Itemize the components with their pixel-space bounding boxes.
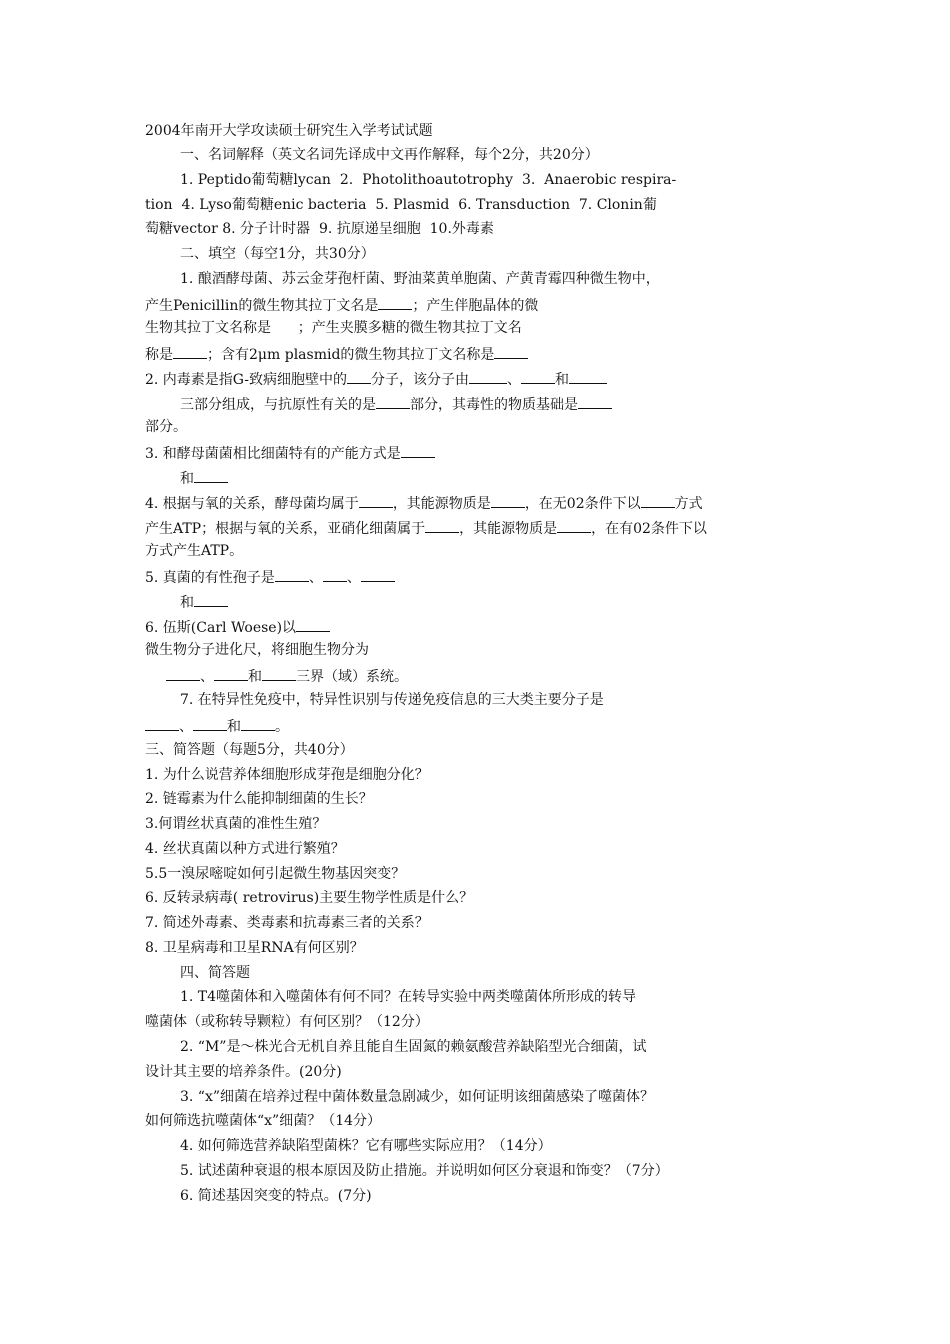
section-3-heading: 三、简答题（每题5分，共40分） [145,742,354,758]
answer-blank [194,468,228,483]
text-segment: ，其能源物质是 [392,496,491,512]
s4-q6: 6. 简述基因突变的特点。(7分) [180,1188,372,1204]
answer-blank [194,592,228,607]
text-segment: 和 [248,669,262,685]
answer-blank [491,493,525,508]
s2-q5-line-b [180,592,228,612]
text-segment: 方式 [674,496,703,512]
s1-line-1: 1. Peptido葡萄糖lycan 2. Photolithoautotrophy 3. Anaerobic respira- [180,172,677,188]
text-segment: 4. 根据与氧的关系，酵母菌均属于 [145,496,359,512]
s3-item: 2. 链霉素为什么能抑制细菌的生长？ [145,791,373,807]
s2-q5-line-a [145,567,395,587]
text-segment: 部分，其毒性的物质基础是 [410,397,578,413]
text-segment: ，在有02条件下以 [591,521,707,537]
s2-q7-line-b [145,716,289,736]
text-segment: 三部分组成，与抗原性有关的是 [180,397,376,413]
text-segment: 产生Penicillin的微生物其拉丁文名是 [145,298,379,314]
answer-blank [214,666,248,681]
text-segment: 三界（域）系统。 [296,669,408,685]
text-segment: 、 [179,719,193,735]
answer-blank [521,369,555,384]
answer-blank [323,567,347,582]
answer-blank [173,344,207,359]
text-segment: ；含有2μm plasmid的微生物其拉丁文名称是 [207,347,495,363]
text-segment: 产生ATP；根据与氧的关系，亚硝化细菌属于 [145,521,426,537]
text-segment: 和 [554,372,569,388]
s2-q2-line-a [145,369,607,389]
s1-line-2: tion 4. Lyso葡萄糖enic bacteria 5. Plasmid 6. Transduction 7. Clonin葡 [145,197,657,213]
s4-q3-line-a: 3. “x”细菌在培养过程中菌体数量急剧减少，如何证明该细菌感染了噬菌体？ [180,1089,655,1105]
answer-blank [193,716,227,731]
s2-q3-line-a [145,443,435,463]
text-segment: ；产生伴胞晶体的微 [412,298,539,314]
text-segment: 6. 伍斯(Carl Woese)以 [145,620,297,636]
answer-blank [361,567,395,582]
s2-q3-line-b [180,468,228,488]
s3-item: 7. 简述外毒素、类毒素和抗毒素三者的关系？ [145,915,429,931]
answer-blank [262,666,296,681]
s3-item: 4. 丝状真菌以种方式进行繁殖？ [145,841,345,857]
s2-q6-line-b: 微生物分子进化尺，将细胞生物分为 [145,642,369,658]
answer-blank [296,617,330,632]
text-segment: ，在无02条件下以 [524,496,641,512]
text-segment: 。 [275,719,289,735]
text-segment: 、 [200,669,214,685]
s3-item: 8. 卫星病毒和卫星RNA有何区别？ [145,940,364,956]
s2-q4-line-a [145,493,703,513]
answer-blank [557,518,591,533]
s1-line-3: 萄糖vector 8. 分子计时器 9. 抗原递呈细胞 10.外毒素 [145,221,494,237]
text-segment: 称是 [145,347,173,363]
s3-item: 5.5一溴尿嘧啶如何引起微生物基因突变？ [145,866,406,882]
s3-item: 1. 为什么说营养体细胞形成芽孢是细胞分化？ [145,767,429,783]
s4-q5: 5. 试述菌种衰退的根本原因及防止措施。并说明如何区分衰退和饰变？（7分） [180,1163,669,1179]
document-title: 2004年南开大学攻读硕士研究生入学考试试题 [145,123,433,139]
s2-q1-line-d [145,344,528,364]
answer-blank [166,666,200,681]
s4-q4: 4. 如何筛选营养缺陷型菌株？它有哪些实际应用？（14分） [180,1138,552,1154]
answer-blank [241,716,275,731]
text-segment: ，其能源物质是 [459,521,558,537]
text-segment: 和 [180,595,194,611]
text-segment: 和 [180,471,194,487]
answer-blank [469,369,507,384]
answer-blank [425,518,459,533]
section-4-heading: 四、简答题 [180,965,250,981]
s2-q1-line-c: 生物其拉丁文名称是 ；产生夹膜多糖的微生物其拉丁文名 [145,320,522,336]
s4-q1-line-a: 1. T4噬菌体和入噬菌体有何不同？在转导实验中两类噬菌体所形成的转导 [180,989,637,1005]
s2-q7-line-a: 7. 在特异性免疫中，特异性识别与传递免疫信息的三大类主要分子是 [180,692,604,708]
answer-blank [578,394,612,409]
text-segment: 、 [506,372,521,388]
answer-blank [359,493,393,508]
s2-q4-line-c: 方式产生ATP。 [145,543,244,559]
s2-q1-line-a: 1. 酿酒酵母菌、苏云金芽孢杆菌、野油菜黄单胞菌、产黄青霉四种微生物中， [180,271,660,287]
answer-blank [145,716,179,731]
answer-blank [641,493,675,508]
s2-q1-line-b [145,295,538,315]
s2-q2-line-b [180,394,612,414]
section-2-heading: 二、填空（每空1分，共30分） [180,246,375,262]
text-segment: 3. 和酵母菌菌相比细菌特有的产能方式是 [145,446,401,462]
text-segment: 5. 真菌的有性孢子是 [145,570,275,586]
s4-q2-line-a: 2. “M”是～株光合无机自养且能自生固氮的赖氨酸营养缺陷型光合细菌，试 [180,1039,647,1055]
s2-q2-line-c: 部分。 [145,419,187,435]
answer-blank [569,369,607,384]
text-segment: 、 [308,570,323,586]
answer-blank [275,567,309,582]
s2-q4-line-b [145,518,707,538]
s4-q1-line-b: 噬菌体（或称转导颗粒）有何区别？（12分） [145,1014,429,1030]
answer-blank [376,394,410,409]
text-segment: 2. 内毒素是指G-致病细胞壁中的 [145,372,347,388]
text-segment: 和 [227,719,241,735]
s3-item: 3.何谓丝状真菌的准性生殖？ [145,816,327,832]
answer-blank [401,443,435,458]
answer-blank [378,295,412,310]
text-segment: 分子，该分子由 [370,372,469,388]
section-1-heading: 一、名词解释（英文名词先译成中文再作解释，每个2分，共20分） [180,147,599,163]
s3-item: 6. 反转录病毒( retrovirus)主要生物学性质是什么？ [145,890,474,906]
s2-q6-line-a [145,617,330,637]
s2-q6-line-c [166,666,408,686]
answer-blank [494,344,528,359]
s4-q2-line-b: 设计其主要的培养条件。(20分) [145,1064,342,1080]
answer-blank [347,369,371,384]
s4-q3-line-b: 如何筛选抗噬菌体“x”细菌？（14分） [145,1113,382,1129]
text-segment: 、 [346,570,361,586]
